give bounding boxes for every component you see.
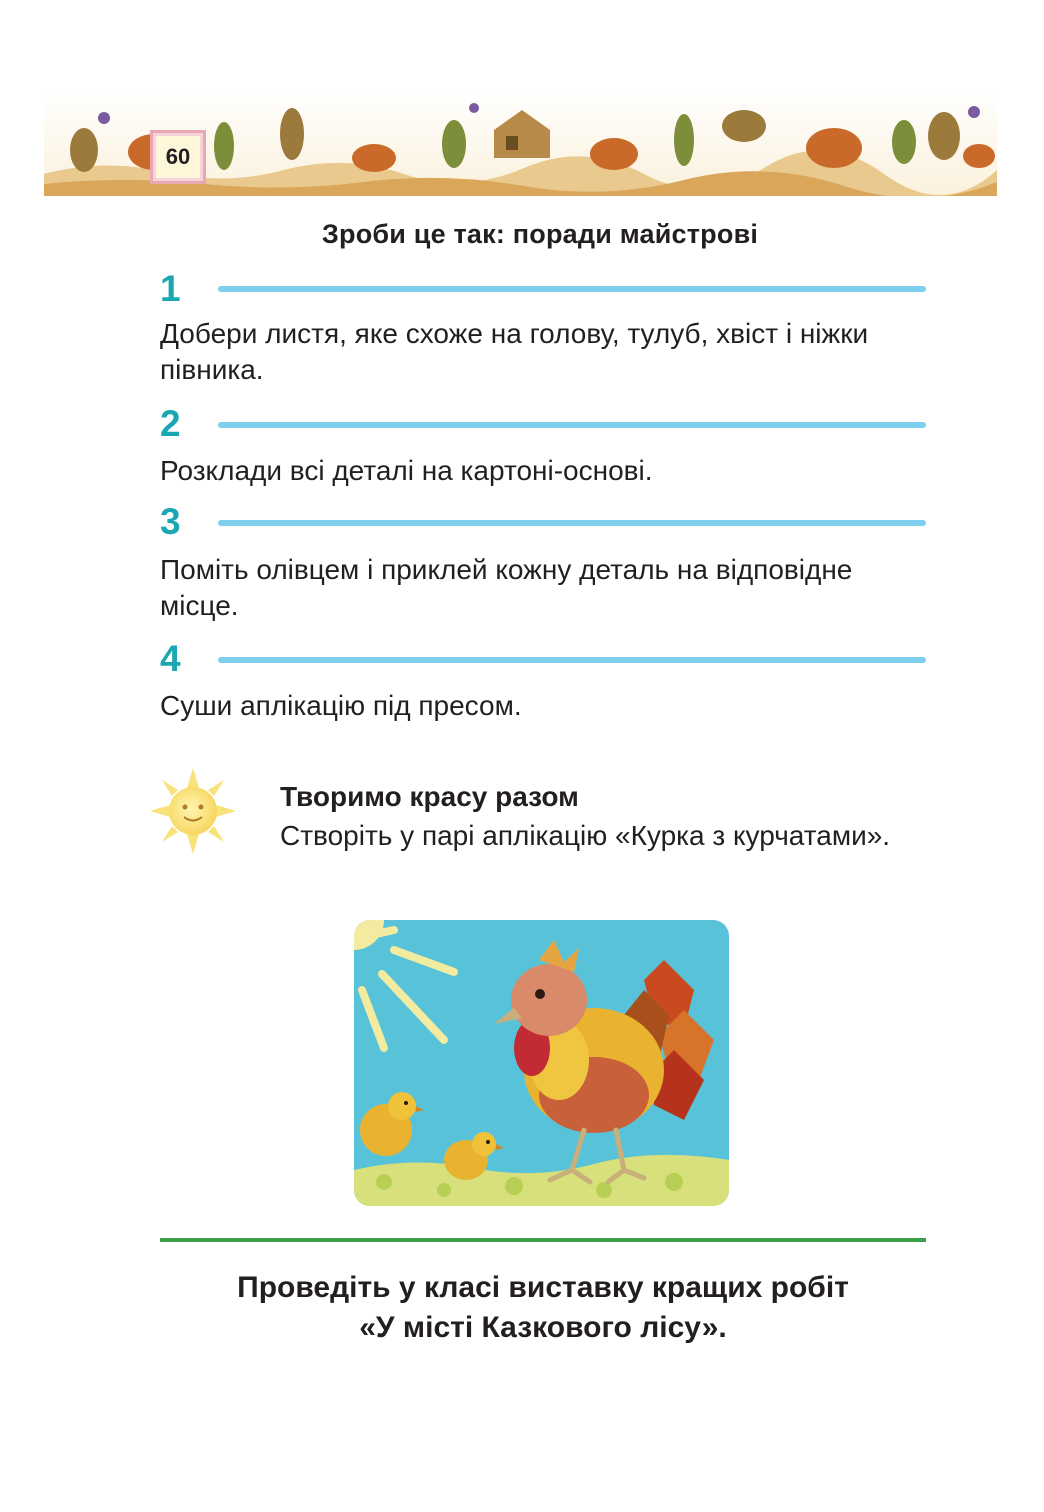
step-divider-3 [218, 520, 926, 526]
final-task [160, 1268, 926, 1348]
page-number: 60 [150, 130, 206, 184]
step-text-3: Поміть олівцем і приклей кожну деталь на відповідне місце. [160, 554, 853, 621]
step-divider-4 [218, 657, 926, 663]
step-text-2: Розклади всі деталі на картоні-основі. [160, 455, 653, 486]
step-text-4: Суши аплікацію під пресом. [160, 690, 522, 721]
step-number-3: 3 [160, 501, 181, 542]
step-divider-2 [218, 422, 926, 428]
step-number-4: 4 [160, 638, 181, 679]
section-divider [160, 1238, 926, 1242]
step-text-1: Добери листя, яке схоже на голову, тулуб, хвіст і ніжки півника. [160, 318, 869, 385]
step-divider-1 [218, 286, 926, 292]
cooperation-title: Творимо красу разом [280, 781, 579, 812]
cooperation-text: Створіть у парі аплікацію «Курка з курчатами». [280, 820, 891, 851]
step-number-1: 1 [160, 268, 181, 309]
step-number-2: 2 [160, 403, 181, 444]
sun-icon [150, 768, 236, 854]
final-task-line-1: Проведіть у класі виставку кращих робіт [237, 1271, 849, 1304]
section-title: Зроби це так: поради майстрові [321, 219, 759, 249]
final-task-line-2: «У місті Казкового лісу». [359, 1311, 727, 1344]
hen-with-chicks-illustration [354, 920, 729, 1206]
